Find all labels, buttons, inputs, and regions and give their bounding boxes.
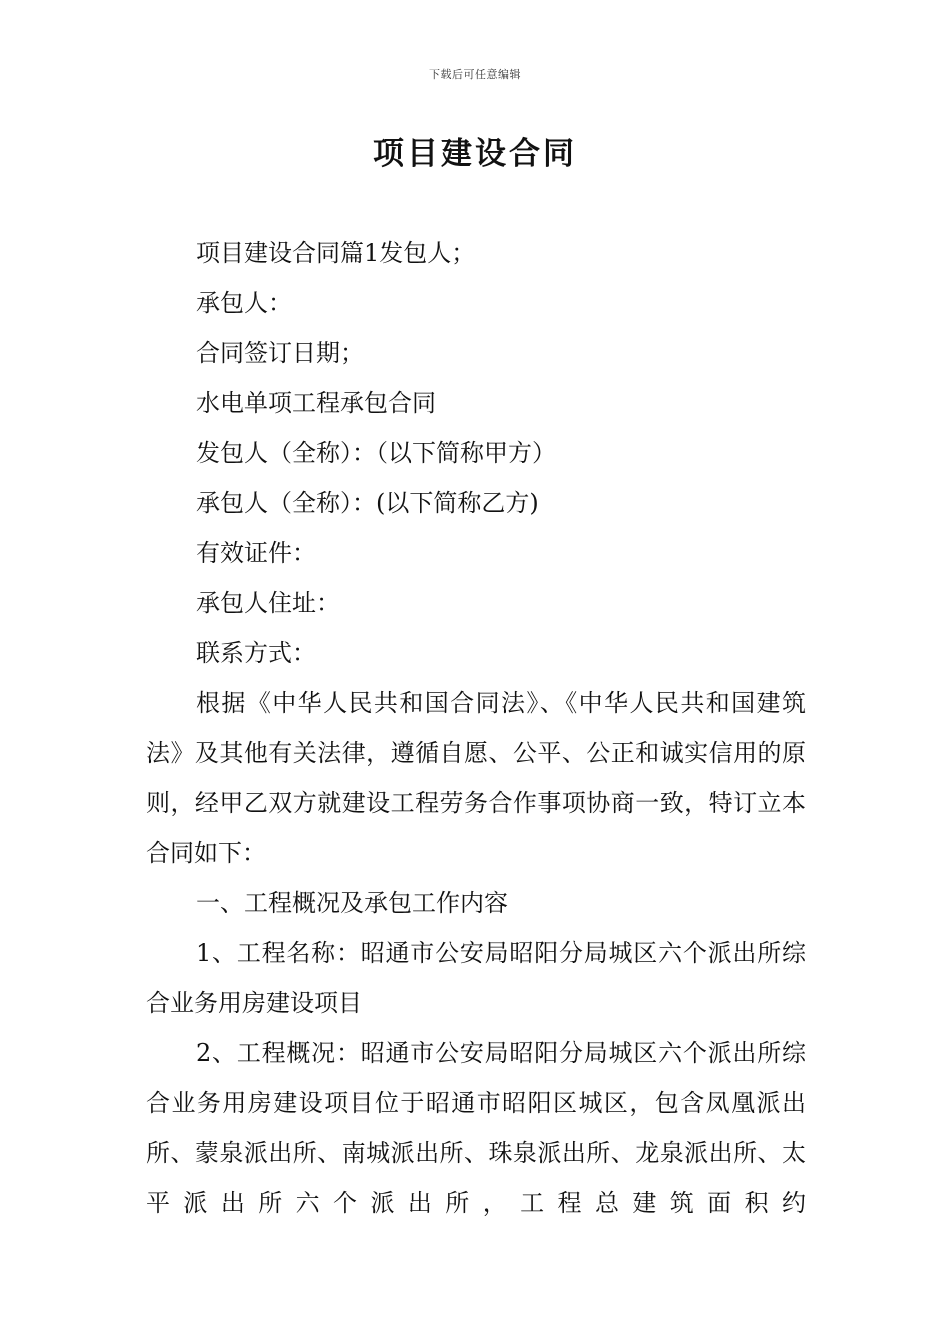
paragraph: 承包人（全称）：(以下简称乙方) — [196, 489, 539, 517]
paragraph: 项目建设合同篇1发包人； — [196, 239, 476, 267]
document-title: 项目建设合同 — [373, 136, 577, 172]
header-note: 下载后可任意编辑 — [429, 68, 521, 81]
document-body — [146, 228, 806, 1228]
paragraph: 联系方式： — [196, 639, 316, 667]
paragraph: 承包人： — [196, 289, 292, 317]
paragraph: 一、工程概况及承包工作内容 — [196, 889, 508, 917]
paragraph: 水电单项工程承包合同 — [196, 389, 436, 417]
paragraph: 承包人住址： — [196, 589, 340, 617]
paragraph: 根据《中华人民共和国合同法》、《中华人民共和国建筑法》及其他有关法律，遵循自愿、公平、公正和诚实信用的原则，经甲乙双方就建设工程劳务合作事项协商一致，特订立本合同如下： — [146, 689, 806, 867]
paragraph: 合同签订日期； — [196, 339, 364, 367]
paragraph: 1、工程名称：昭通市公安局昭阳分局城区六个派出所综合业务用房建设项目 — [146, 939, 806, 1017]
paragraph: 2、工程概况：昭通市公安局昭阳分局城区六个派出所综合业务用房建设项目位于昭通市昭阳区城区，包含凤凰派出所、蒙泉派出所、南城派出所、珠泉派出所、龙泉派出所、太平派出所六个派出所，工程总建筑面积约 — [146, 1039, 806, 1217]
paragraph: 发包人（全称）：（以下简称甲方） — [196, 439, 556, 467]
paragraph: 有效证件： — [196, 539, 316, 567]
